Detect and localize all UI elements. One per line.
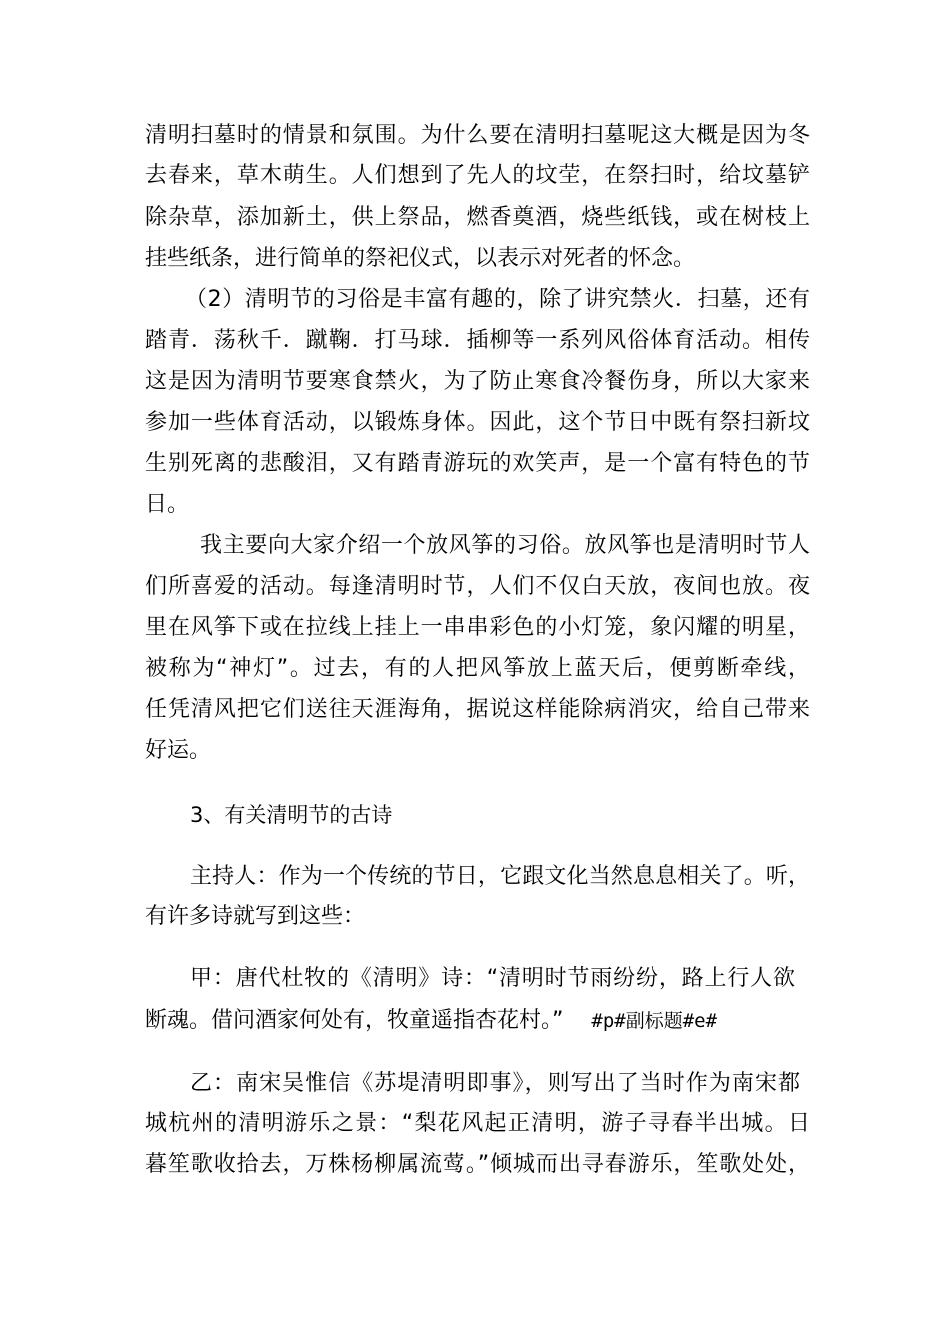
paragraph-2-line-2: 踏青．荡秋千．蹴鞠．打马球．插柳等一系列风俗体育活动。相传 (145, 328, 810, 353)
yi-paragraph-line-1: 乙：南宋吴惟信《苏堤清明即事》，则写出了当时作为南宋都 (190, 1071, 800, 1096)
paragraph-1-line-3: 除杂草，添加新土，供上祭品，燃香奠酒，烧些纸钱，或在树枝上 (145, 205, 810, 230)
paragraph-3-line-3: 里在风筝下或在拉线上挂上一串串彩色的小灯笼，象闪耀的明星， (145, 615, 810, 640)
section-heading: 3、有关清明节的古诗 (190, 803, 393, 827)
yi-paragraph-line-3: 暮笙歌收拾去，万株杨柳属流莺。”倾城而出寻春游乐，笙歌处处， (145, 1152, 810, 1177)
paragraph-2-line-4: 参加一些体育活动，以锻炼身体。因此，这个节日中既有祭扫新坟 (145, 410, 810, 435)
paragraph-3-line-2: 们所喜爱的活动。每逢清明时节，人们不仅白天放，夜间也放。夜 (145, 574, 810, 599)
paragraph-3-line-4: 被称为“神灯”。过去，有的人把风筝放上蓝天后，便剪断牵线， (145, 656, 810, 681)
paragraph-3-line-6: 好运。 (145, 738, 212, 763)
paragraph-3-line-1: 我主要向大家介绍一个放风筝的习俗。放风筝也是清明时节人 (200, 533, 810, 558)
paragraph-1-line-1: 清明扫墓时的情景和氛围。为什么要在清明扫墓呢这大概是因为冬 (145, 123, 810, 148)
subtitle-tag: #p#副标题#e# (591, 1010, 718, 1032)
paragraph-1-line-4: 挂些纸条，进行简单的祭祀仪式，以表示对死者的怀念。 (145, 246, 696, 271)
jia-paragraph-line-2-text: 断魂。借问酒家何处有，牧童遥指杏花村。” (145, 1008, 564, 1033)
paragraph-3-line-5: 任凭清风把它们送往天涯海角，据说这样能除病消灾，给自己带来 (145, 697, 810, 722)
host-paragraph-line-1: 主持人：作为一个传统的节日，它跟文化当然息息相关了。听， (190, 864, 810, 889)
paragraph-2-line-1: （2）清明节的习俗是丰富有趣的，除了讲究禁火．扫墓，还有 (185, 287, 810, 312)
jia-paragraph-line-2 (145, 1006, 810, 1036)
yi-paragraph-line-2: 城杭州的清明游乐之景：“梨花风起正清明，游子寻春半出城。日 (145, 1111, 810, 1136)
paragraph-2-line-3: 这是因为清明节要寒食禁火，为了防止寒食冷餐伤身，所以大家来 (145, 369, 810, 394)
paragraph-1-line-2: 去春来，草木萌生。人们想到了先人的坟茔，在祭扫时，给坟墓铲 (145, 163, 810, 188)
paragraph-2-line-6: 日。 (145, 492, 190, 517)
jia-paragraph-line-1: 甲：唐代杜牧的《清明》诗：“清明时节雨纷纷，路上行人欲 (190, 966, 795, 991)
paragraph-2-line-5: 生别死离的悲酸泪，又有踏青游玩的欢笑声，是一个富有特色的节 (145, 451, 810, 476)
host-paragraph-line-2: 有许多诗就写到这些： (145, 904, 366, 929)
